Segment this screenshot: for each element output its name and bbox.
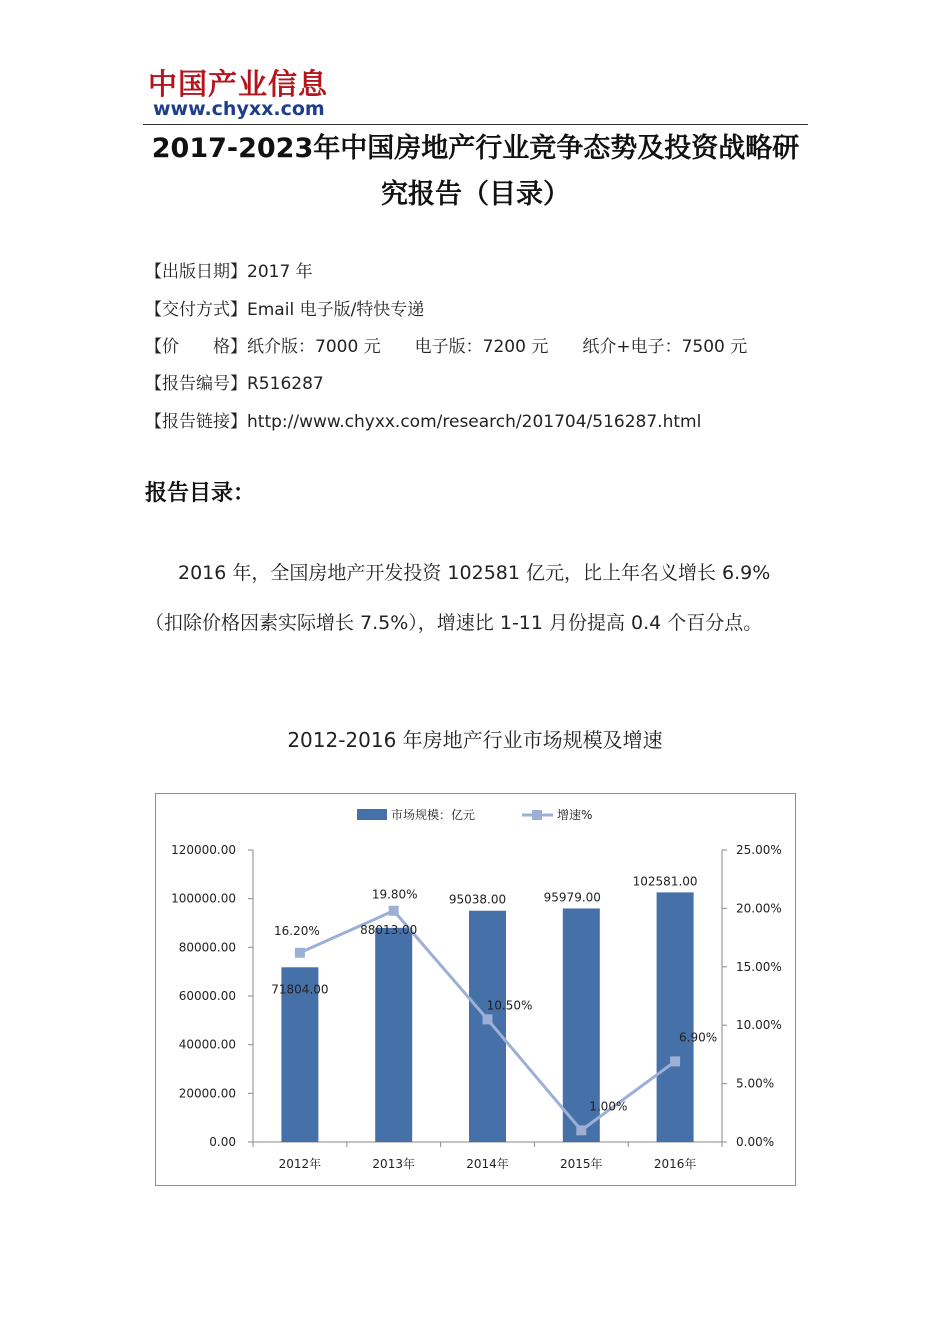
- meta-value: 纸介版：7000 元 电子版：7200 元 纸介+电子：7500 元: [247, 337, 748, 357]
- x-tick-label: 2015年: [560, 1157, 603, 1171]
- bar-data-label: 71804.00: [271, 982, 329, 997]
- line-data-label: 6.90%: [679, 1030, 718, 1045]
- meta-key: 【报告链接】: [145, 412, 247, 432]
- meta-value: Email 电子版/特快专递: [247, 300, 425, 320]
- header-divider: [143, 124, 808, 125]
- left-tick-label: 40000.00: [178, 1037, 236, 1052]
- meta-report-id: [145, 369, 324, 394]
- meta-delivery: [145, 295, 424, 320]
- meta-key: 【交付方式】: [145, 300, 247, 320]
- growth-marker: [670, 1056, 680, 1066]
- bar: [469, 911, 506, 1142]
- growth-marker: [483, 1014, 493, 1024]
- right-tick-label: 20.00%: [736, 901, 782, 916]
- right-tick-label: 15.00%: [736, 959, 782, 974]
- line-data-label: 1.00%: [589, 1099, 628, 1114]
- legend-line-marker: [532, 810, 542, 820]
- right-tick-label: 5.00%: [736, 1076, 775, 1091]
- bar-data-label: 88013.00: [360, 922, 418, 937]
- bar: [375, 928, 412, 1142]
- logo-chinese-text: 中国产业信息: [148, 67, 329, 101]
- chart-frame: [155, 793, 796, 1186]
- report-title: 2017-2023年中国房地产行业竞争态势及投资战略研究报告（目录）: [151, 133, 800, 210]
- growth-marker: [389, 906, 399, 916]
- section-title: 报告目录：: [145, 481, 256, 506]
- line-data-label: 19.80%: [371, 887, 418, 902]
- meta-key: 【出版日期】: [145, 262, 247, 282]
- meta-report-link: [145, 407, 701, 432]
- left-tick-label: 100000.00: [171, 891, 236, 906]
- logo: [145, 58, 355, 128]
- legend-bar-swatch: [357, 809, 387, 820]
- x-tick-label: 2012年: [278, 1157, 322, 1171]
- growth-marker: [295, 948, 305, 958]
- left-tick-label: 80000.00: [178, 940, 236, 955]
- meta-key: 【报告编号】: [145, 374, 247, 394]
- line-data-label: 16.20%: [274, 923, 320, 938]
- bar-data-label: 102581.00: [632, 874, 698, 889]
- legend-bar-label: 市场规模：亿元: [391, 808, 476, 822]
- meta-price: [145, 332, 747, 357]
- left-tick-label: 0.00: [209, 1135, 236, 1149]
- x-tick-label: 2014年: [466, 1157, 509, 1171]
- summary-paragraph: 2016 年，全国房地产开发投资 102581 亿元，比上年名义增长 6.9%（扣除价格因素实际增长 7.5%），增速比 1-11 月份提高 0.4 个百分点。: [145, 562, 771, 634]
- right-tick-label: 10.00%: [736, 1018, 782, 1033]
- right-tick-label: 0.00%: [736, 1135, 775, 1149]
- legend-line-label: 增速%: [557, 808, 593, 822]
- left-tick-label: 60000.00: [178, 989, 236, 1003]
- meta-key: 【价 格】: [145, 337, 247, 357]
- meta-publish-date: [145, 257, 313, 282]
- combo-chart: [156, 794, 794, 1184]
- chart-caption: 2012-2016 年房地产行业市场规模及增速: [287, 728, 663, 752]
- growth-marker: [576, 1125, 586, 1135]
- left-tick-label: 120000.00: [171, 843, 236, 857]
- bar-data-label: 95979.00: [543, 890, 601, 905]
- right-tick-label: 25.00%: [736, 843, 782, 857]
- line-data-label: 10.50%: [486, 998, 533, 1013]
- bar-data-label: 95038.00: [448, 892, 507, 907]
- x-tick-label: 2013年: [372, 1157, 415, 1171]
- left-tick-label: 20000.00: [178, 1086, 236, 1101]
- meta-link[interactable]: http://www.chyxx.com/research/201704/516287.html: [247, 412, 702, 432]
- logo-url-text: www.chyxx.com: [153, 98, 325, 120]
- x-tick-label: 2016年: [653, 1157, 697, 1171]
- meta-value: 2017 年: [247, 262, 313, 282]
- bar: [657, 892, 694, 1142]
- meta-value: R516287: [247, 374, 324, 394]
